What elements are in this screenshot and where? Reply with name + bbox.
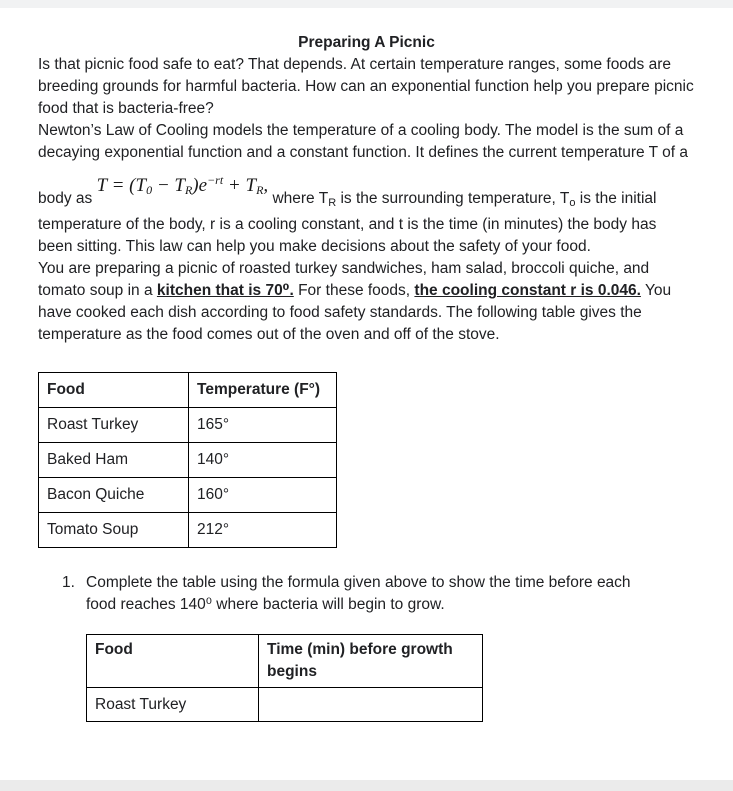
intro-paragraph: Is that picnic food safe to eat? That depends. At certain temperature ranges, some foods are breeding grounds for harmful bacteria. How can an exponential function help you prepare picnic food that is bacteria-free?: [38, 56, 694, 117]
table-row: [87, 688, 483, 722]
question-text: Complete the table using the formula given above to show the time before each food reaches 140⁰ where bacteria will begin to grow.: [86, 574, 631, 613]
table-row: [39, 408, 337, 443]
formula-part: + T: [223, 175, 257, 196]
text-subscript-o: o: [569, 197, 576, 209]
picnic-prep-paragraph: [38, 258, 695, 346]
time-table: [86, 634, 483, 722]
table-row: [39, 443, 337, 478]
answer-cell-roast-turkey[interactable]: [259, 688, 483, 722]
formula-part: T = (T: [96, 175, 147, 196]
page-title: Preparing A Picnic: [298, 34, 435, 51]
kitchen-temp-highlight: kitchen that is 70⁰.: [156, 282, 294, 299]
food-name-cell: Bacon Quiche: [39, 478, 189, 513]
cooling-constant-highlight: the cooling constant r is 0.046.: [414, 282, 641, 299]
top-edge-strip: [0, 0, 733, 8]
text-subscript-r: R: [328, 197, 337, 209]
prep-text-2: For these foods,: [293, 282, 415, 299]
temperature-cell: 165°: [189, 408, 337, 443]
prep-text-1: You are preparing a picnic of roasted turkey sandwiches, ham salad, broccoli quiche, and tomato soup in a: [38, 260, 650, 299]
temperature-cell: 140°: [189, 443, 337, 478]
time-table-time-header: Time (min) before growth begins: [259, 635, 483, 688]
formula-part: − T: [152, 175, 185, 196]
newtons-law-formula: [97, 168, 269, 202]
time-table-food-header: Food: [87, 635, 259, 688]
temperature-cell: 160°: [189, 478, 337, 513]
newtons-law-paragraph: [38, 120, 695, 258]
temp-table-temperature-header: Temperature (F°): [189, 373, 337, 408]
temp-table-header-row: [39, 373, 337, 408]
food-name-cell: Roast Turkey: [39, 408, 189, 443]
time-table-header-row: [87, 635, 483, 688]
temperature-cell: 212°: [189, 513, 337, 548]
temp-table-food-header: Food: [39, 373, 189, 408]
newton-text-after-3: is the initial temperature of the body, r is a cooling constant, and t is the time (in minutes) the body has been sitting. This law can help you make decisions about the safety of your food.: [38, 190, 657, 255]
food-name-cell: Baked Ham: [39, 443, 189, 478]
food-name-cell: Roast Turkey: [87, 688, 259, 722]
temperature-table: [38, 372, 337, 548]
newton-text-after-1: where T: [268, 190, 329, 207]
table-row: [39, 478, 337, 513]
prep-text-3: You have cooked each dish according to food safety standards. The following table gives the temperature as the food comes out of the oven and off of the stove.: [38, 282, 672, 343]
formula-subscript-r: R: [184, 183, 193, 197]
question-1: [38, 572, 695, 616]
formula-subscript-r: R: [256, 183, 264, 197]
food-name-cell: Tomato Soup: [39, 513, 189, 548]
formula-part: )e: [192, 175, 208, 196]
table-row: [39, 513, 337, 548]
question-number: 1.: [62, 574, 75, 591]
formula-part: ,: [263, 175, 269, 196]
newton-text-after-2: is the surrounding temperature, T: [336, 190, 570, 207]
newton-text-before-formula: Newton’s Law of Cooling models the temperature of a cooling body. The model is the sum of a decaying exponential function and a constant function. It defines the current temperature T of a body as: [38, 122, 688, 207]
bottom-edge-strip: [0, 780, 733, 791]
formula-subscript-zero: 0: [146, 183, 153, 197]
formula-exponent: −rt: [207, 173, 224, 187]
